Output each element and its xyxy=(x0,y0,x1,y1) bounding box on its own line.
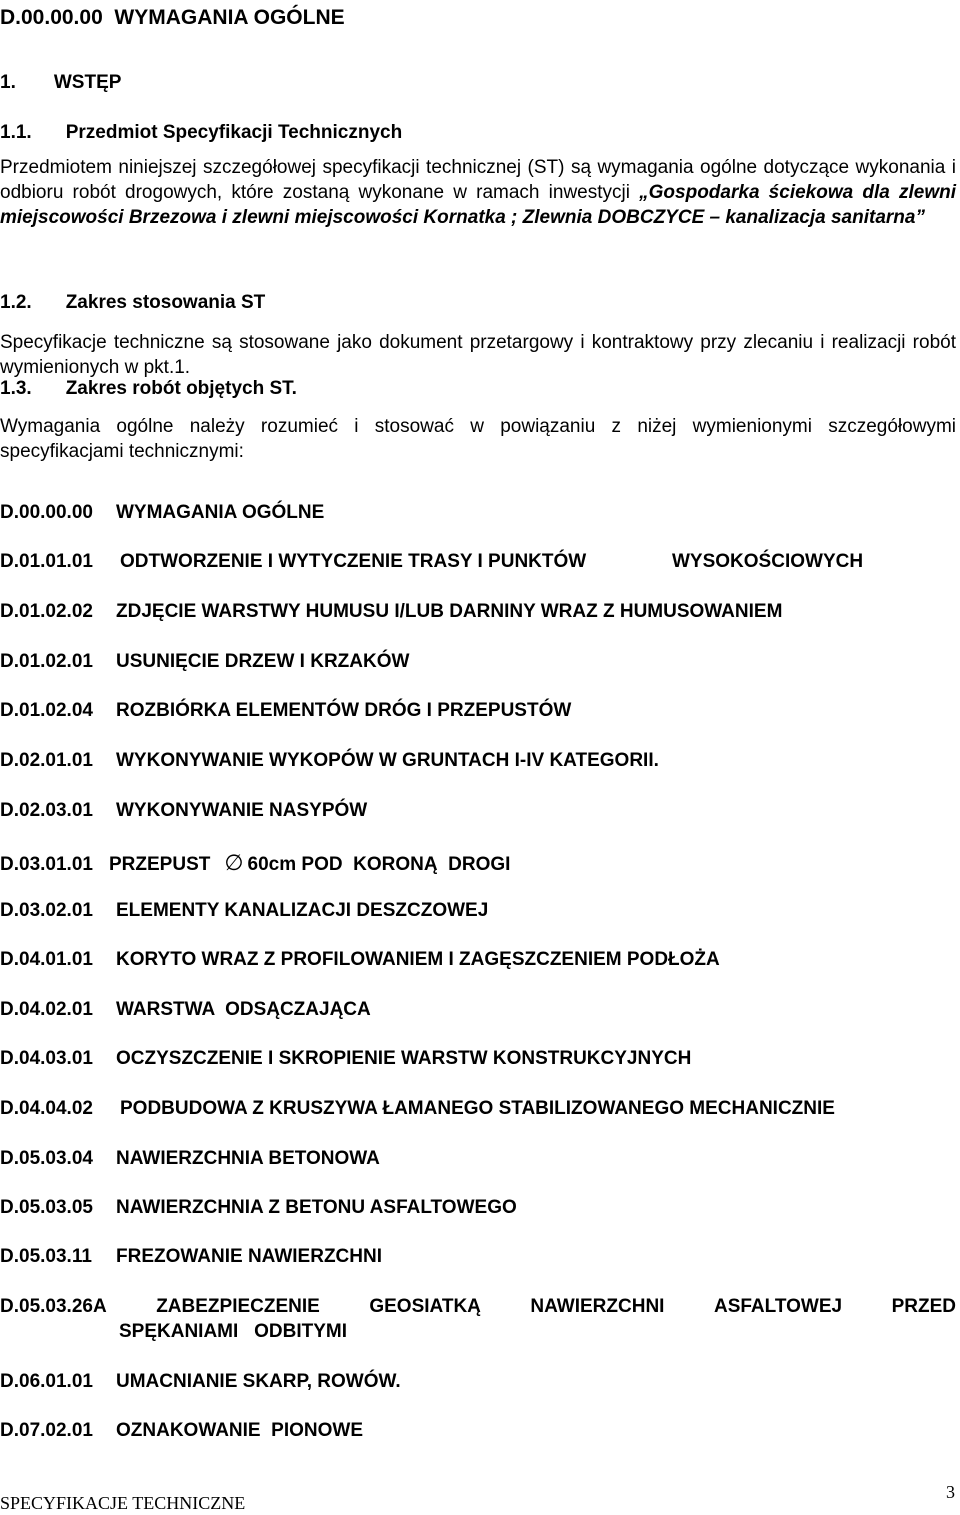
section-title: Zakres robót objętych ST. xyxy=(65,378,297,399)
spec-item xyxy=(0,502,324,524)
spec-item xyxy=(0,551,863,573)
spec-code: D.02.03.01 xyxy=(0,800,93,821)
spec-code: D.04.03.01 xyxy=(0,1048,93,1069)
spec-title-word: GEOSIATKĄ xyxy=(369,1296,481,1317)
diameter-icon: ∅ xyxy=(224,850,244,875)
spec-item xyxy=(0,700,571,722)
spec-title: ELEMENTY KANALIZACJI DESZCZOWEJ xyxy=(116,900,489,921)
section-heading-1 xyxy=(0,72,121,94)
spec-title-word: NAWIERZCHNI xyxy=(530,1296,665,1317)
document-title xyxy=(0,6,345,30)
spec-code: D.01.01.01 xyxy=(0,551,93,572)
spec-code: D.01.02.02 xyxy=(0,601,93,622)
investment-name: Gospodarka ściekowa dla zlewni miejscowości Brzezowa i zlewni miejscowości Kornatka ; Zlewnia DOBCZYCE – kanalizacja sanitarna xyxy=(0,182,956,228)
spec-code: D.05.03.11 xyxy=(0,1246,92,1267)
spec-code: D.05.03.26A xyxy=(0,1296,107,1317)
spec-title-word: ZABEZPIECZENIE xyxy=(156,1296,320,1317)
spec-item xyxy=(0,1296,956,1343)
spec-code: D.06.01.01 xyxy=(0,1371,93,1392)
spec-title: UMACNIANIE SKARP, ROWÓW. xyxy=(116,1371,401,1392)
spec-item xyxy=(0,601,782,623)
section-title: WSTĘP xyxy=(53,72,122,93)
spec-code: D.01.02.04 xyxy=(0,700,93,721)
spec-code: D.03.01.01 xyxy=(0,854,93,875)
section-1-1-paragraph xyxy=(0,155,956,230)
spec-code: D.07.02.01 xyxy=(0,1420,93,1441)
spec-item xyxy=(0,999,371,1021)
spec-title: WYMAGANIA OGÓLNE xyxy=(116,502,325,523)
section-number: 1.1. xyxy=(0,122,32,143)
section-heading-1-2 xyxy=(0,292,265,314)
spec-title: OZNAKOWANIE PIONOWE xyxy=(116,1420,363,1441)
spec-item xyxy=(0,1371,401,1393)
section-1-2-paragraph: Specyfikacje techniczne są stosowane jako dokument przetargowy i kontraktowy przy zlecaniu i realizacji robót wymienionych w pkt.1. xyxy=(0,332,956,378)
spec-item xyxy=(0,949,720,971)
spec-item xyxy=(0,800,367,822)
spec-code: D.01.02.01 xyxy=(0,651,93,672)
spec-code: D.05.03.04 xyxy=(0,1148,93,1169)
spec-title: ROZBIÓRKA ELEMENTÓW DRÓG I PRZEPUSTÓW xyxy=(116,700,572,721)
spec-title: USUNIĘCIE DRZEW I KRZAKÓW xyxy=(116,651,410,672)
spec-title: WYKONYWANIE NASYPÓW xyxy=(116,800,368,821)
spec-code: D.04.04.02 xyxy=(0,1098,93,1119)
spec-code: D.03.02.01 xyxy=(0,900,93,921)
spec-item xyxy=(0,850,510,876)
spec-title: OCZYSZCZENIE I SKROPIENIE WARSTW KONSTRUKCYJNYCH xyxy=(116,1048,692,1069)
spec-item xyxy=(0,1098,835,1120)
spec-code: D.04.02.01 xyxy=(0,999,93,1020)
spec-title: PRZEPUST xyxy=(109,854,211,875)
section-number: 1. xyxy=(0,72,16,93)
spec-title: PODBUDOWA Z KRUSZYWA ŁAMANEGO STABILIZOWANEGO MECHANICZNIE xyxy=(120,1098,835,1119)
document-title-text: WYMAGANIA OGÓLNE xyxy=(114,6,345,29)
spec-title: ODTWORZENIE I WYTYCZENIE TRASY I PUNKTÓW xyxy=(120,551,587,572)
spec-code: D.02.01.01 xyxy=(0,750,93,771)
section-heading-1-1 xyxy=(0,122,402,144)
spec-code: D.04.01.01 xyxy=(0,949,93,970)
paragraph-text: Przedmiotem niniejszej szczegółowej specyfikacji technicznej (ST) są wymagania ogólne dotyczące wykonania i odbioru robót drogowych, które zostaną wykonane w ramach inwestycji xyxy=(0,157,956,203)
section-title: Przedmiot Specyfikacji Technicznych xyxy=(65,122,403,143)
spec-item xyxy=(0,1420,363,1442)
spec-item xyxy=(0,1048,691,1070)
section-title: Zakres stosowania ST xyxy=(65,292,266,313)
spec-item xyxy=(0,1246,382,1268)
spec-title-word: PRZED xyxy=(891,1296,956,1317)
section-number: 1.2. xyxy=(0,292,32,313)
spec-code: D.05.03.05 xyxy=(0,1197,93,1218)
spec-title: KORYTO WRAZ Z PROFILOWANIEM I ZAGĘSZCZENIEM PODŁOŻA xyxy=(116,949,720,970)
spec-title: WARSTWA ODSĄCZAJĄCA xyxy=(116,999,371,1020)
quote-open: „ xyxy=(639,182,649,203)
spec-item xyxy=(0,1197,517,1219)
spec-title-continued: 60cm POD KORONĄ DROGI xyxy=(247,854,511,875)
spec-title: ZDJĘCIE WARSTWY HUMUSU I/LUB DARNINY WRAZ Z HUMUSOWANIEM xyxy=(116,601,783,622)
spec-title: FREZOWANIE NAWIERZCHNI xyxy=(116,1246,382,1267)
quote-close: ” xyxy=(915,207,925,228)
spec-title: WYKONYWANIE WYKOPÓW W GRUNTACH I-IV KATEGORII. xyxy=(116,750,659,771)
page-number: 3 xyxy=(946,1482,955,1502)
spec-title: NAWIERZCHNIA Z BETONU ASFALTOWEGO xyxy=(116,1197,517,1218)
spec-title: NAWIERZCHNIA BETONOWA xyxy=(116,1148,380,1169)
section-1-3-paragraph: Wymagania ogólne należy rozumieć i stosować w powiązaniu z niżej wymienionymi szczegółowymi specyfikacjami technicznymi: xyxy=(0,416,956,462)
spec-title-continued: SPĘKANIAMI ODBITYMI xyxy=(119,1321,348,1342)
spec-item xyxy=(0,900,488,922)
spec-item xyxy=(0,651,409,673)
spec-title-word: ASFALTOWEJ xyxy=(713,1296,843,1317)
spec-item xyxy=(0,750,659,772)
spec-title-continued: WYSOKOŚCIOWYCH xyxy=(672,551,864,572)
document-code: D.00.00.00 xyxy=(0,6,103,29)
spec-item xyxy=(0,1148,380,1170)
footer-label: SPECYFIKACJE TECHNICZNE xyxy=(0,1493,246,1513)
spec-code: D.00.00.00 xyxy=(0,502,93,523)
section-heading-1-3 xyxy=(0,378,297,400)
section-number: 1.3. xyxy=(0,378,32,399)
